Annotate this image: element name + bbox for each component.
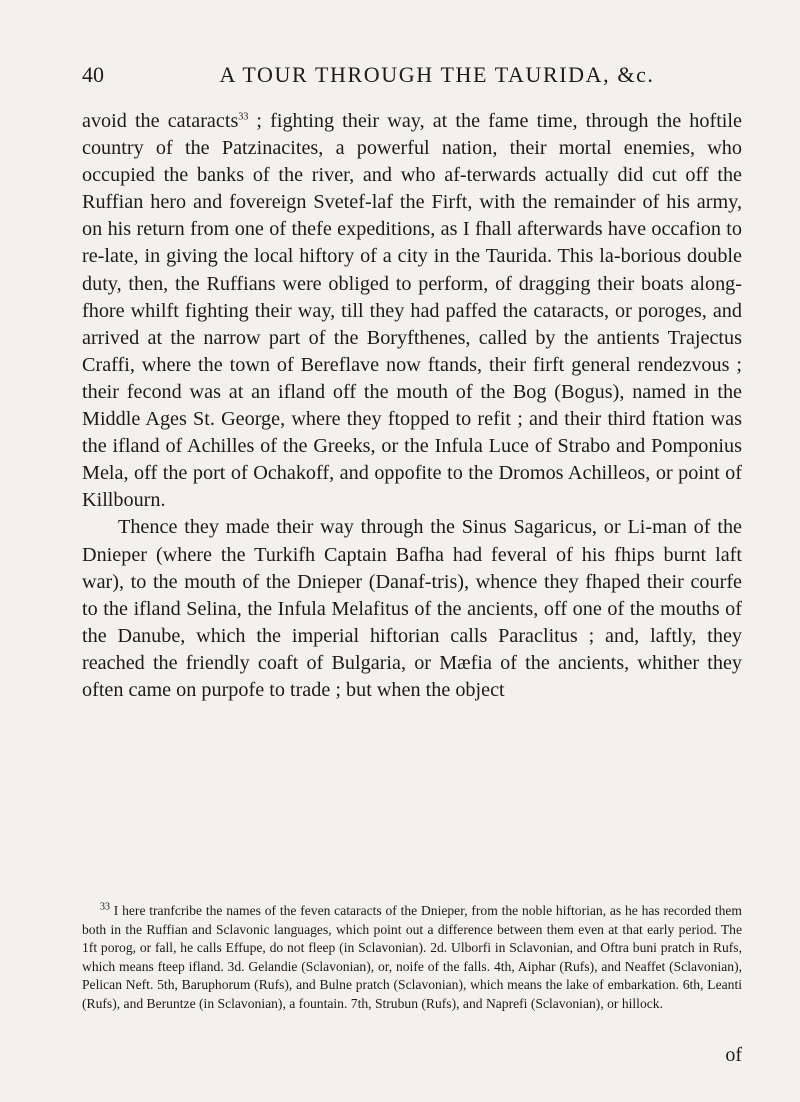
- page-header: [82, 62, 742, 98]
- body-text: [82, 108, 742, 704]
- paragraph-1-start: avoid the cataracts: [82, 110, 239, 132]
- paragraph-1: [82, 108, 742, 514]
- paragraph-1-rest: ; fighting their way, at the fame time, through the hoftile country of the Patzinacites, a powerful nation, their mortal enemies, who occupied the banks of the river, and who af-terwards actually did cut off the Ruffian hero and fovereign Svetef-laf the Firft, with the remainder of his army, on his return from one of thefe expeditions, as I fhall afterwards have occafion to re-late, in giving the local hiftory of a city in the Taurida. This la-borious double duty, then, the Ruffians were obliged to perform, of dragging their boats along-fhore whilft fighting their way, till they had paffed the cataracts, or poroges, and arrived at the narrow part of the Boryfthenes, called by the antients Trajectus Craffi, where the town of Bereflave now ftands, their firft general rendezvous ; their fecond was at an ifland off the mouth of the Bog (Bogus), named in the Middle Ages St. George, where they ftopped to refit ; and their third ftation was the ifland of Achilles of the Greeks, or the Infula Luce of Strabo and Pomponius Mela, off the port of Ochakoff, and oppofite to the Dromos Achilleos, or point of Killbourn.: [82, 110, 742, 512]
- footnote-text: I here tranfcribe the names of the feven cataracts of the Dnieper, from the noble hiftorian, as he has recorded them both in the Ruffian and Sclavonic languages, which point out a difference between them even at that early period. The 1ft porog, or fall, he calls Effupe, do not fleep (in Sclavonian). 2d. Ulborfi in Sclavonian, and Oftra buni pratch in Rufs, which means fteep ifland. 3d. Gelandie (Sclavonian), or, noife of the falls. 4th, Aiphar (Rufs), and Neaffet (Sclavonian), Pelican Neft. 5th, Baruphorum (Rufs), and Bulne pratch (Sclavonian), which means the lake of embarkation. 6th, Leanti (Rufs), and Beruntze (in Sclavonian), a fountain. 7th, Strubun (Rufs), and Naprefi (Sclavonian), or hillock.: [82, 903, 742, 1011]
- paragraph-2: Thence they made their way through the Sinus Sagaricus, or Li-man of the Dnieper (where the Turkifh Captain Bafha had feveral of his fhips burnt laft war), to the mouth of the Dnieper (Danaf-tris), whence they fhaped their courfe to the ifland Selina, the Infula Melafitus of the ancients, off one of the mouths of the Danube, which the imperial hiftorian calls Paraclitus ; and, laftly, they reached the friendly coaft of Bulgaria, or Mæfia of the ancients, whither they often came on purpofe to trade ; but when the object: [82, 516, 742, 701]
- footnote: [82, 902, 742, 1014]
- catchword: of: [725, 1044, 742, 1066]
- page-number: 40: [82, 62, 104, 87]
- footnote-number: 33: [100, 901, 110, 913]
- footnote-reference: 33: [238, 111, 249, 123]
- running-title: A TOUR THROUGH THE TAURIDA, &c.: [219, 62, 655, 87]
